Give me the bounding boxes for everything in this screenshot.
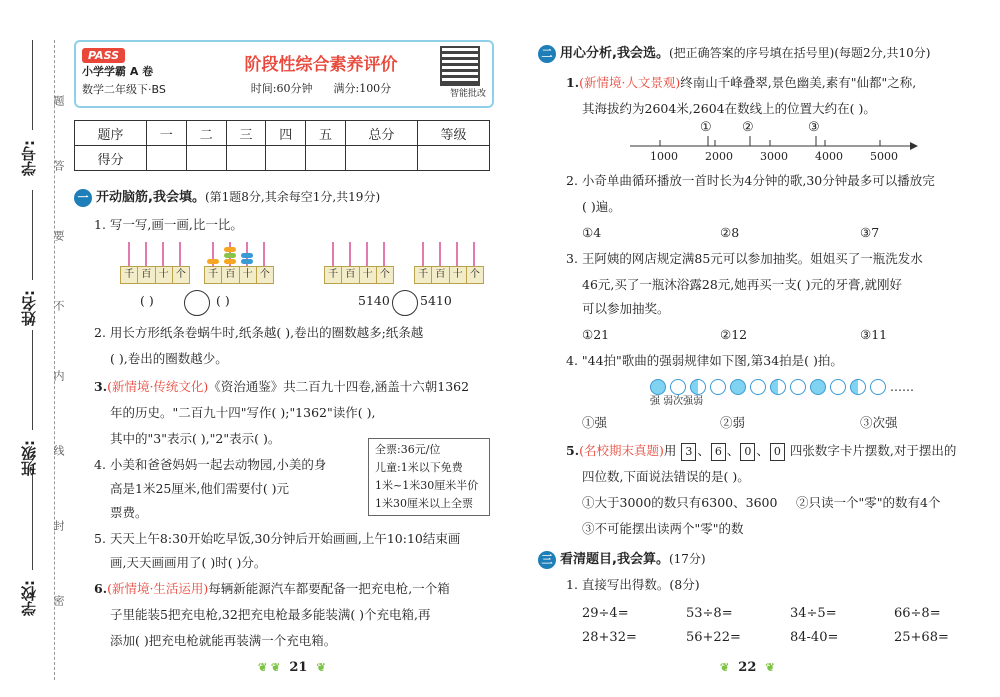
exam-header [74,40,494,108]
s2-question-5-line-1: 5.(名校期末真题)用 3 、 6 、 0 、 0 四张数字卡片摆数,对于摆出的 [566,438,956,464]
half-strong-beat-icon [770,379,786,395]
section-2-title [538,42,930,63]
price-line: 1米~1米30厘米半价 [375,479,479,492]
weak-beat-icon [870,379,886,395]
seal-char: 线 [52,445,65,456]
question-1: 1. 写一写,画一画,比一比。 [94,217,243,232]
position-mark: ① [700,120,712,135]
page-number-right: ❦ 22 ❦ [720,660,775,675]
abacus-base: 千 百 十 个 [120,266,190,284]
question-3-line-1: 3.(新情境·传统文化)《资治通鉴》共二百九十四卷,涵盖十六朝1362 [94,379,470,394]
seal-char: 密 [52,595,65,606]
page-right [520,0,990,697]
section-title: 开动脑筋,我会填。 [96,190,205,205]
seal-char: 答 [52,160,65,171]
calc-item[interactable]: 53÷8= [686,606,733,621]
leaf-icon: ❦ ❦ [258,661,281,674]
leaf-icon: ❦ [720,661,730,674]
s2-question-2-line-1: 2. 小奇单曲循环播放一首时长为4分钟的歌,30分钟最多可以播放完 [566,173,935,188]
option[interactable]: ③11 [860,327,888,342]
name-field[interactable] [32,190,33,280]
score-cell[interactable] [147,146,187,171]
seal-char: 要 [52,230,65,241]
s2-question-2-line-2: ( )遍。 [582,199,621,214]
question-5-line-1: 5. 天天上午8:30开始吃早饭,30分钟后开始画画,上午10:10结束画 [94,531,461,546]
subject-name: 数学二年级下·BS [82,83,166,96]
table-cell: 等级 [417,121,489,146]
score-cell[interactable] [345,146,417,171]
option[interactable]: ①21 [582,327,610,342]
section-note: (第1题8分,其余每空1分,共19分) [204,190,381,204]
digit-card: 3 [681,443,696,461]
weak-beat-icon [750,379,766,395]
tick-label: 3000 [760,150,788,163]
question-text: 每辆新能源汽车都要配备一把充电枪,一个箱 [208,581,450,596]
seal-char: 封 [52,520,65,531]
calc-item[interactable]: 34÷5= [790,606,837,621]
compare-circle[interactable] [184,290,210,316]
page-left [68,0,500,697]
abacus-1 [120,242,190,282]
table-row [75,146,490,171]
page-number-left: ❦ ❦ 21 ❦ [258,660,326,675]
table-cell: 四 [266,121,306,146]
option[interactable]: ①4 [582,225,602,240]
class-label: 班级: [20,440,38,476]
class-field[interactable] [32,330,33,430]
table-cell: 得分 [75,146,147,171]
table-cell: 一 [147,121,187,146]
option[interactable]: ③7 [860,225,880,240]
calc-item[interactable]: 29÷4= [582,606,629,621]
seal-char: 题 [52,95,65,106]
position-mark: ② [742,120,754,135]
section-3-title [538,548,706,569]
section-badge: 一 [74,189,92,207]
exam-title: 阶段性综合素养评价 [244,55,398,75]
s3-question-1: 1. 直接写出得数。(8分) [566,577,700,592]
question-3-line-2: 年的历史。"二百九十四"写作( );"1362"读作( ), [110,405,376,420]
table-cell: 二 [186,121,226,146]
position-mark: ③ [808,120,820,135]
answer-blank[interactable]: ( ) [216,293,230,308]
s2-question-3-line-1: 3. 王阿姨的网店规定满85元可以参加抽奖。姐姐买了一瓶洗发水 [566,251,923,266]
question-tag: (新情境·人文景观) [579,75,681,90]
strong-beat-icon [730,379,746,395]
school-label: 学校: [20,580,38,616]
s2-question-3-line-2: 46元,买了一瓶沐浴露28元,她再买一支( )元的牙膏,就刚好 [582,277,902,292]
option[interactable]: ②弱 [720,415,746,430]
abacus-4 [414,242,484,282]
s2-question-4: 4. "44拍"歌曲的强弱规律如下图,第34拍是( )拍。 [566,353,843,368]
tick-label: 1000 [650,150,678,163]
abacus-base: 千 百 十 个 [414,266,484,284]
qr-code-icon[interactable] [440,46,480,86]
number-line-labels [620,120,920,168]
question-tag: (名校期末真题) [579,443,664,458]
question-6-line-1: 6.(新情境·生活运用)每辆新能源汽车都要配备一把充电枪,一个箱 [94,581,450,596]
digit-card: 0 [740,443,755,461]
score-cell[interactable] [226,146,266,171]
question-text: 《资治通鉴》共二百九十四卷,涵盖十六朝1362 [208,379,470,394]
price-line: 儿童:1米以下免费 [375,461,463,474]
section-title: 用心分析,我会选。 [560,46,669,61]
s2-question-3-line-3: 可以参加抽奖。 [582,301,670,316]
abacus-base: 千 百 十 个 [324,266,394,284]
section-badge: 三 [538,551,556,569]
school-field[interactable] [32,470,33,570]
digit-card: 0 [770,443,785,461]
weak-beat-icon [830,379,846,395]
option[interactable]: ①强 [582,415,608,430]
calc-item[interactable]: 28+32= [582,630,637,645]
question-5-line-2: 画,天天画画用了( )时( )分。 [110,555,267,570]
ellipsis: …… [890,380,914,394]
tick-label: 2000 [705,150,733,163]
section-1-title [74,186,380,207]
s2-question-1-line-2: 其海拔约为2604米,2604在数线上的位置大约在( )。 [582,101,876,116]
strong-beat-icon [810,379,826,395]
digit-card: 6 [711,443,726,461]
abacus-3 [324,242,394,282]
exam-score: 满分:100分 [333,82,392,95]
option[interactable]: ①大于3000的数只有6300、3600 [582,495,778,510]
calc-item[interactable]: 56+22= [686,630,741,645]
series-name: 小学学霸 A 卷 [82,65,154,78]
section-note: (17分) [668,552,706,566]
beat-legend: 强 弱次强弱 [650,396,704,407]
table-cell: 五 [306,121,346,146]
table-cell: 总分 [345,121,417,146]
question-4-line-3: 票费。 [110,505,148,520]
qr-label: 智能批改 [449,89,486,99]
question-3-line-3: 其中的"3"表示( ),"2"表示( )。 [110,431,281,446]
calc-item[interactable]: 84-40= [790,630,839,645]
question-text: 四张数字卡片摆数,对于摆出的 [789,443,957,458]
weak-beat-icon [710,379,726,395]
number-left: 5140 [358,293,390,308]
price-line: 全票:36元/位 [375,443,441,456]
question-6-line-3: 添加( )把充电枪就能再装满一个充电箱。 [110,633,337,648]
price-line: 1米30厘米以上全票 [375,497,473,510]
question-2-line-2: ( ),卷出的圈数越少。 [110,351,228,366]
question-4-line-2: 高是1米25厘米,他们需要付( )元 [110,481,290,496]
table-cell: 题序 [75,121,147,146]
abacus-base: 千 百 十 个 [204,266,274,284]
question-tag: (新情境·传统文化) [107,379,209,394]
table-row [75,121,490,146]
option[interactable]: ③次强 [860,415,898,430]
option[interactable]: ②只读一个"零"的数有4个 [796,495,941,510]
ticket-price-box [368,438,490,516]
answer-blank[interactable]: ( ) [140,293,154,308]
section-note: (把正确答案的序号填在括号里)(每题2分,共10分) [668,46,931,60]
score-cell[interactable] [266,146,306,171]
compare-circle[interactable] [392,290,418,316]
score-cell[interactable] [417,146,489,171]
binding-strip [0,0,65,697]
header-left [82,48,192,99]
score-table [74,120,490,171]
question-tag: (新情境·生活运用) [107,581,209,596]
score-cell[interactable] [186,146,226,171]
option[interactable]: ②12 [720,327,748,342]
s2-question-5-line-2: 四位数,下面说法错误的是( )。 [582,469,750,484]
option[interactable]: ③不可能摆出读两个"零"的数 [582,521,744,536]
question-4-line-1: 4. 小美和爸爸妈妈一起去动物园,小美的身 [94,457,327,472]
calc-item[interactable]: 25+68= [894,630,949,645]
question-text: 终南山千峰叠翠,景色幽美,素有"仙都"之称, [680,75,917,90]
tick-label: 4000 [815,150,843,163]
score-cell[interactable] [306,146,346,171]
option[interactable]: ②8 [720,225,740,240]
question-2-line-1: 2. 用长方形纸条卷蜗牛时,纸条越( ),卷出的圈数越多;纸条越 [94,325,424,340]
tick-label: 5000 [870,150,898,163]
brand-logo: PASS [82,48,125,63]
abacus-2 [204,242,274,282]
seal-line [54,40,55,680]
seal-char: 内 [52,370,65,381]
seal-char: 不 [52,300,65,311]
calc-item[interactable]: 66÷8= [894,606,941,621]
student-id-label: 学号: [20,140,38,176]
leaf-icon: ❦ [316,661,326,674]
half-strong-beat-icon [850,379,866,395]
question-6-line-2: 子里能装5把充电枪,32把充电枪最多能装满( )个充电箱,再 [110,607,431,622]
exam-meta [206,80,436,96]
section-badge: 二 [538,45,556,63]
leaf-icon: ❦ [765,661,775,674]
s2-question-1-line-1: 1.(新情境·人文景观)终南山千峰叠翠,景色幽美,素有"仙都"之称, [566,75,917,90]
student-id-field[interactable] [32,40,33,130]
table-cell: 三 [226,121,266,146]
exam-time: 时间:60分钟 [250,82,313,95]
section-title: 看清题目,我会算。 [560,552,669,567]
weak-beat-icon [790,379,806,395]
name-label: 姓名: [20,290,38,326]
number-right: 5410 [420,293,452,308]
